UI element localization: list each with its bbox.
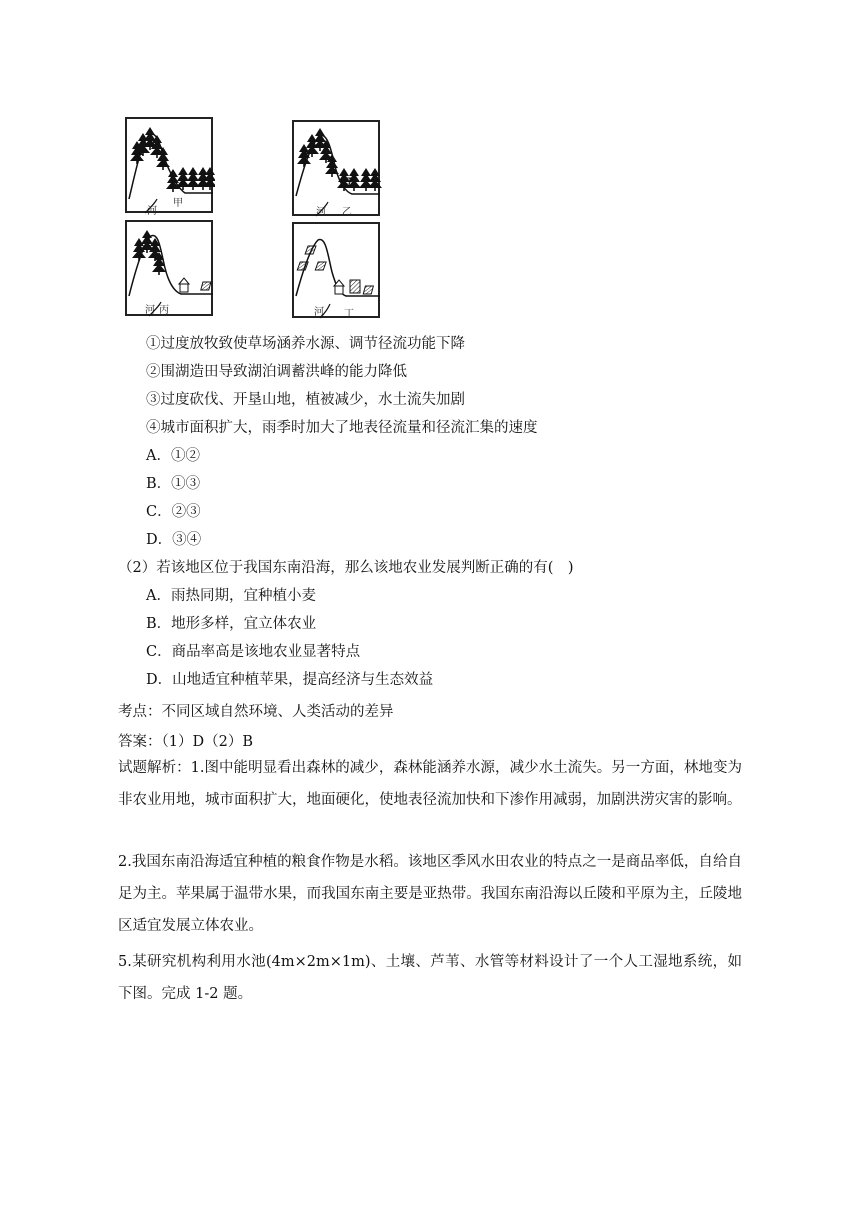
river-label: 河 (145, 305, 155, 316)
statement-2: ②围湖造田导致湖泊调蓄洪峰的能力降低 (146, 364, 407, 380)
statement-1: ①过度放牧致使草场涵养水源、调节径流功能下降 (146, 336, 465, 352)
q1-option-c: C．②③ (146, 504, 201, 520)
q2-stem: （2）若该地区位于我国东南沿海，那么该地农业发展判断正确的有( ) (118, 560, 574, 576)
q2-option-d: D．山地适宜种植苹果，提高经济与生态效益 (146, 672, 434, 688)
q2-option-a: A．雨热同期，宜种植小麦 (146, 588, 316, 604)
panel-name-label: 丁 (344, 309, 354, 320)
river-label: 河 (147, 206, 157, 217)
panel-name-label: 甲 (173, 198, 183, 209)
answer-line: 答案：（1）D（2）B (118, 734, 253, 750)
q1-option-d: D．③④ (146, 532, 202, 548)
q2-option-c: C．商品率高是该地农业显著特点 (146, 644, 361, 660)
statement-4: ④城市面积扩大，雨季时加大了地表径流量和径流汇集的速度 (146, 420, 538, 436)
statement-3: ③过度砍伐、开垦山地，植被减少，水土流失加剧 (146, 392, 465, 408)
landscape-illustration (127, 119, 215, 215)
question-5-text: 5.某研究机构利用水池(4m×2m×1m)、土壤、芦苇、水管等材料设计了一个人工湿地系统，如下图。完成 1-2 题。 (118, 954, 742, 1002)
q1-option-b: B．①③ (146, 476, 201, 492)
figure-panel-jia (125, 117, 213, 217)
explanation-2: 2.我国东南沿海适宜种植的粮食作物是水稻。该地区季风水田农业的特点之一是商品率低，自给自足为主。苹果属于温带水果，而我国东南主要是亚热带。我国东南沿海以丘陵和平原为主，丘陵地区适宜发展立体农业。 (118, 854, 742, 934)
landscape-illustration (294, 122, 382, 218)
q1-option-a: A．①② (146, 448, 200, 464)
figure-panel-bing (125, 220, 213, 316)
landscape-illustration (294, 224, 382, 320)
panel-name-label: 丙 (159, 305, 169, 316)
river-label: 河 (316, 207, 326, 218)
q2-option-b: B．地形多样，宜立体农业 (146, 616, 317, 632)
figure-panel-yi (292, 120, 380, 216)
river-label: 河 (314, 307, 324, 318)
explanation-1: 试题解析：1.图中能明显看出森林的减少，森林能涵养水源，减少水土流失。另一方面，林地变为非农业用地，城市面积扩大，地面硬化，使地表径流加快和下渗作用减弱，加剧洪涝灾害的影响。 (118, 760, 742, 808)
figure-panel-ding (292, 222, 380, 318)
kaodian-line: 考点：不同区域自然环境、人类活动的差异 (118, 704, 394, 720)
panel-name-label: 乙 (342, 207, 352, 218)
landscape-illustration (127, 222, 215, 318)
